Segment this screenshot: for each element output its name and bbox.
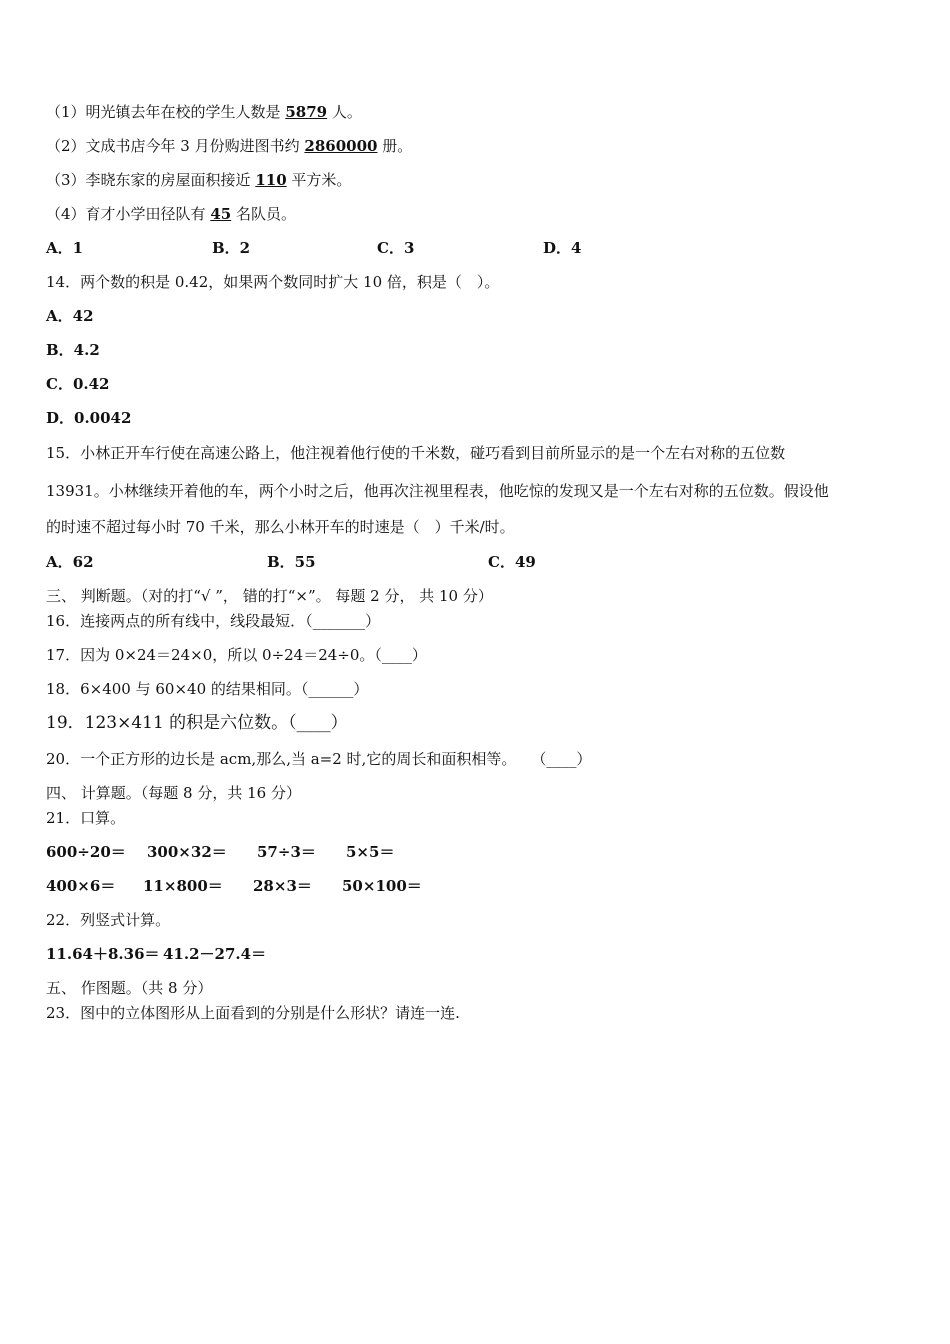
q13-item-3-number: 110 (255, 171, 287, 189)
q13-item-2-number: 2860000 (304, 137, 378, 155)
q13-option-d: D．4 (543, 239, 582, 257)
q14-option-d: D．0.0042 (46, 409, 132, 427)
q13-item-3-pre: （3）李晓东家的房屋面积接近 (46, 171, 256, 189)
calc-50-times-100: 50×100＝ (342, 877, 422, 895)
q15-option-a: A．62 (46, 553, 94, 571)
q13-item-4 (46, 204, 296, 224)
q13-item-1 (46, 102, 362, 122)
calc-300-times-32: 300×32＝ (147, 843, 227, 861)
q14-option-c: C．0.42 (46, 375, 110, 393)
calc-41-2-minus-27-4: 41.2－27.4＝ (163, 945, 267, 963)
calc-11-64-plus-8-36: 11.64＋8.36＝ (46, 945, 160, 963)
q13-item-1-post: 人。 (327, 103, 362, 121)
q13-item-2-post: 册。 (377, 137, 413, 155)
calc-5-times-5: 5×5＝ (346, 843, 395, 861)
q22: 22．列竖式计算。 (46, 911, 171, 929)
q13-item-1-number: 5879 (285, 103, 328, 121)
calc-600-div-20: 600÷20＝ (46, 843, 126, 861)
q13-item-2-pre: （2）文成书店今年 3 月份购进图书约 (46, 137, 305, 155)
q17: 17．因为 0×24＝24×0，所以 0÷24＝24÷0。（____） (46, 646, 427, 664)
q15-line-1: 15．小林正开车行使在高速公路上，他注视着他行使的千米数，碰巧看到目前所显示的是一个左右对称的五位数 (46, 444, 786, 462)
section-4-header: 四、 计算题。（每题 8 分，共 16 分） (46, 784, 301, 802)
q14-option-a: A．42 (46, 307, 94, 325)
q15-line-3: 的时速不超过每小时 70 千米，那么小林开车的时速是（ ）千米/时。 (46, 518, 515, 536)
q13-item-2 (46, 136, 412, 156)
calc-11-times-800: 11×800＝ (143, 877, 223, 895)
calc-57-div-3: 57÷3＝ (257, 843, 316, 861)
q13-option-b: B．2 (212, 239, 251, 257)
q14-stem: 14．两个数的积是 0.42，如果两个数同时扩大 10 倍，积是（ ）。 (46, 273, 500, 291)
q13-option-c: C．3 (377, 239, 415, 257)
q13-item-4-number: 45 (210, 205, 232, 223)
q15-option-c: C．49 (488, 553, 536, 571)
calc-28-times-3: 28×3＝ (253, 877, 312, 895)
q16: 16．连接两点的所有线中，线段最短．（_______） (46, 612, 381, 630)
q13-item-3 (46, 170, 351, 190)
q19: 19．123×411 的积是六位数。（____） (46, 713, 348, 733)
calc-400-times-6: 400×6＝ (46, 877, 116, 895)
q15-option-b: B．55 (267, 553, 316, 571)
q13-option-a: A．1 (46, 239, 84, 257)
q21: 21．口算。 (46, 809, 126, 827)
section-5-header: 五、 作图题。（共 8 分） (46, 979, 213, 997)
section-3-header: 三、 判断题。（对的打“√ ”， 错的打“×”。 每题 2 分， 共 10 分） (46, 587, 493, 605)
q15-line-2: 13931。小林继续开着他的车，两个小时之后，他再次注视里程表，他吃惊的发现又是一个左右对称的五位数。假设他 (46, 482, 829, 500)
q13-item-4-pre: （4）育才小学田径队有 (46, 205, 211, 223)
q13-item-4-post: 名队员。 (231, 205, 296, 223)
q13-item-1-pre: （1）明光镇去年在校的学生人数是 (46, 103, 286, 121)
q18: 18．6×400 与 60×40 的结果相同。（______） (46, 680, 369, 698)
q23: 23．图中的立体图形从上面看到的分别是什么形状？请连一连. (46, 1004, 460, 1022)
q13-item-3-post: 平方米。 (286, 171, 352, 189)
q14-option-b: B．4.2 (46, 341, 100, 359)
q20: 20．一个正方形的边长是 acm,那么,当 a=2 时,它的周长和面积相等。 （____） (46, 750, 592, 768)
